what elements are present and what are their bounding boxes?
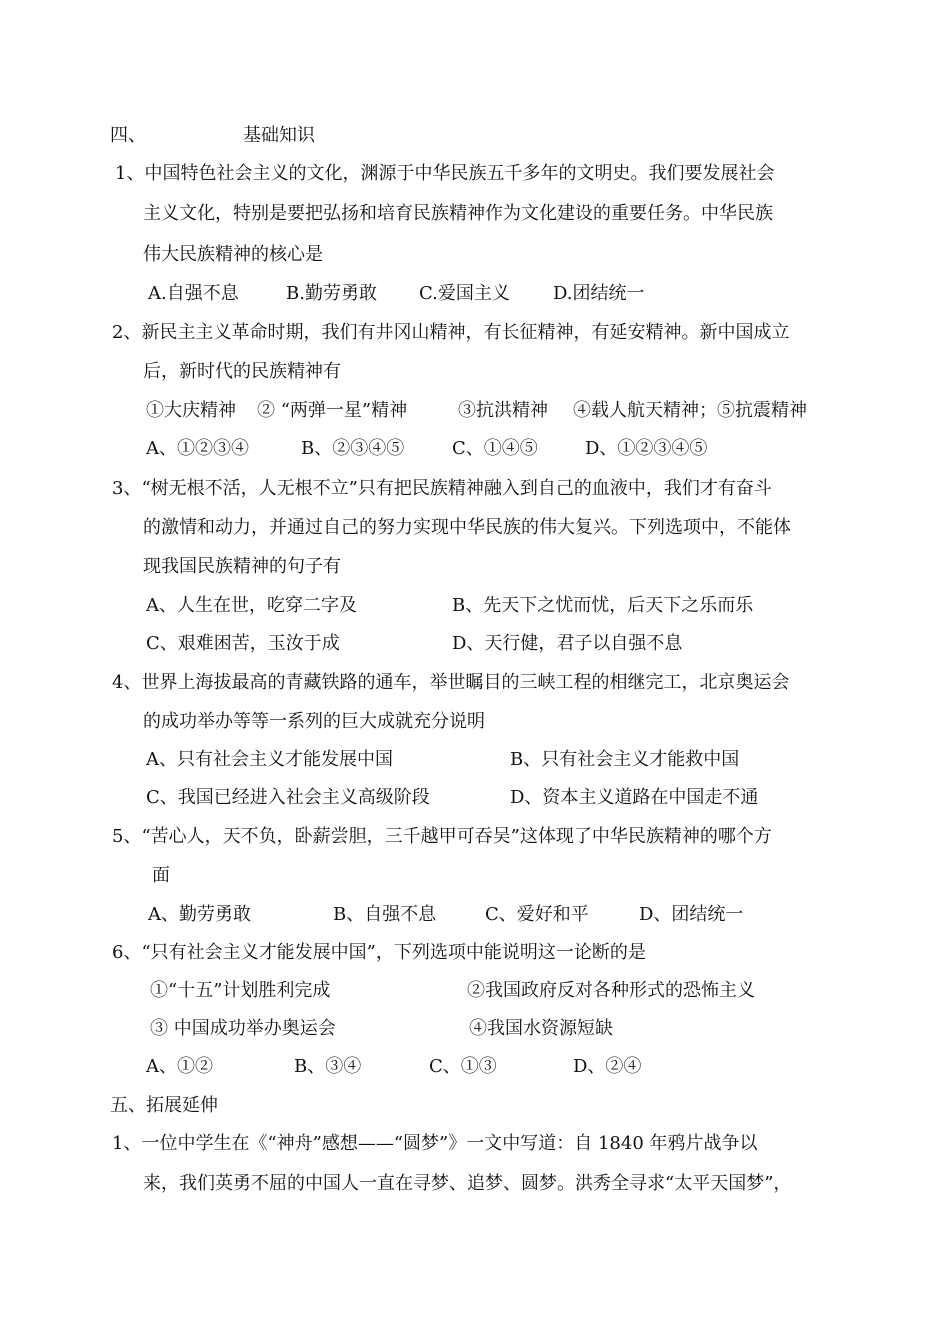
- q4-line1: 4、世界上海拔最高的青藏铁路的通车，举世瞩目的三峡工程的相继完工，北京奥运会: [112, 672, 790, 693]
- q5-option-b: B、自强不息: [333, 904, 437, 925]
- q2-line1: 2、新民主主义革命时期，我们有井冈山精神，有长征精神，有延安精神。新中国成立: [112, 322, 790, 343]
- q2-line2: 后，新时代的民族精神有: [143, 361, 341, 382]
- q6-item-3: ③ 中国成功举办奥运会: [150, 1018, 336, 1039]
- q6-option-c: C、①③: [429, 1056, 497, 1077]
- q5-line1: 5、“苦心人，天不负，卧薪尝胆，三千越甲可吞吴”这体现了中华民族精神的哪个方: [112, 826, 772, 847]
- q6-item-1: ①“十五”计划胜利完成: [150, 980, 331, 1001]
- q2-item-2: ② “两弹一星”精神: [257, 400, 408, 421]
- q1-option-c: C.爱国主义: [419, 283, 510, 304]
- q1-line3: 伟大民族精神的核心是: [143, 244, 323, 265]
- q3-option-c: C、艰难困苦，玉汝于成: [146, 633, 340, 654]
- q2-option-b: B、②③④⑤: [301, 438, 405, 459]
- q7-line1: 1、一位中学生在《“神舟”感想——“圆梦”》一文中写道：自 1840 年鸦片战争以: [112, 1133, 758, 1154]
- q2-option-c: C、①④⑤: [452, 438, 538, 459]
- q6-option-d: D、②④: [573, 1056, 642, 1077]
- q4-line2: 的成功举办等等一系列的巨大成就充分说明: [143, 711, 485, 732]
- q5-option-d: D、团结统一: [639, 904, 744, 925]
- q2-item-3: ③抗洪精神: [458, 400, 548, 421]
- q2-option-a: A、①②③④: [146, 438, 249, 459]
- q6-option-b: B、③④: [294, 1056, 362, 1077]
- q4-option-d: D、资本主义道路在中国走不通: [510, 787, 759, 808]
- q6-item-2: ②我国政府反对各种形式的恐怖主义: [467, 980, 755, 1001]
- q4-option-a: A、只有社会主义才能发展中国: [146, 749, 393, 770]
- q5-line2: 面: [152, 865, 170, 886]
- q4-option-b: B、只有社会主义才能救中国: [510, 749, 740, 770]
- q3-line1: 3、“树无根不活，人无根不立”只有把民族精神融入到自己的血液中，我们才有奋斗: [112, 478, 772, 499]
- q2-option-d: D、①②③④⑤: [585, 438, 708, 459]
- q3-line3: 现我国民族精神的句子有: [143, 556, 341, 577]
- q1-line1: 1、中国特色社会主义的文化，渊源于中华民族五千多年的文明史。我们要发展社会: [115, 163, 775, 184]
- q3-line2: 的激情和动力，并通过自己的努力实现中华民族的伟大复兴。下列选项中，不能体: [143, 517, 791, 538]
- q2-item-1: ①大庆精神: [146, 400, 236, 421]
- q6-item-4: ④我国水资源短缺: [469, 1018, 613, 1039]
- q3-option-a: A、人生在世，吃穿二字及: [146, 595, 357, 616]
- section4-title: 基础知识: [243, 125, 315, 146]
- q2-item-4: ④载人航天精神；⑤抗震精神: [573, 400, 807, 421]
- q5-option-c: C、爱好和平: [485, 904, 589, 925]
- q6-option-a: A、①②: [146, 1056, 213, 1077]
- q6-line1: 6、“只有社会主义才能发展中国”，下列选项中能说明这一论断的是: [112, 942, 646, 963]
- section4-number: 四、: [110, 125, 146, 146]
- q1-option-b: B.勤劳勇敢: [286, 283, 377, 304]
- q1-line2: 主义文化，特别是要把弘扬和培育民族精神作为文化建设的重要任务。中华民族: [143, 203, 773, 224]
- q1-option-a: A.自强不息: [148, 283, 239, 304]
- q7-line2: 来，我们英勇不屈的中国人一直在寻梦、追梦、圆梦。洪秀全寻求“太平天国梦”，: [143, 1173, 792, 1194]
- q3-option-b: B、先天下之忧而忧，后天下之乐而乐: [452, 595, 754, 616]
- q1-option-d: D.团结统一: [553, 283, 645, 304]
- q4-option-c: C、我国已经进入社会主义高级阶段: [146, 787, 430, 808]
- q5-option-a: A、勤劳勇敢: [148, 904, 251, 925]
- section5-title: 五、拓展延伸: [110, 1095, 218, 1116]
- q3-option-d: D、天行健，君子以自强不息: [452, 633, 683, 654]
